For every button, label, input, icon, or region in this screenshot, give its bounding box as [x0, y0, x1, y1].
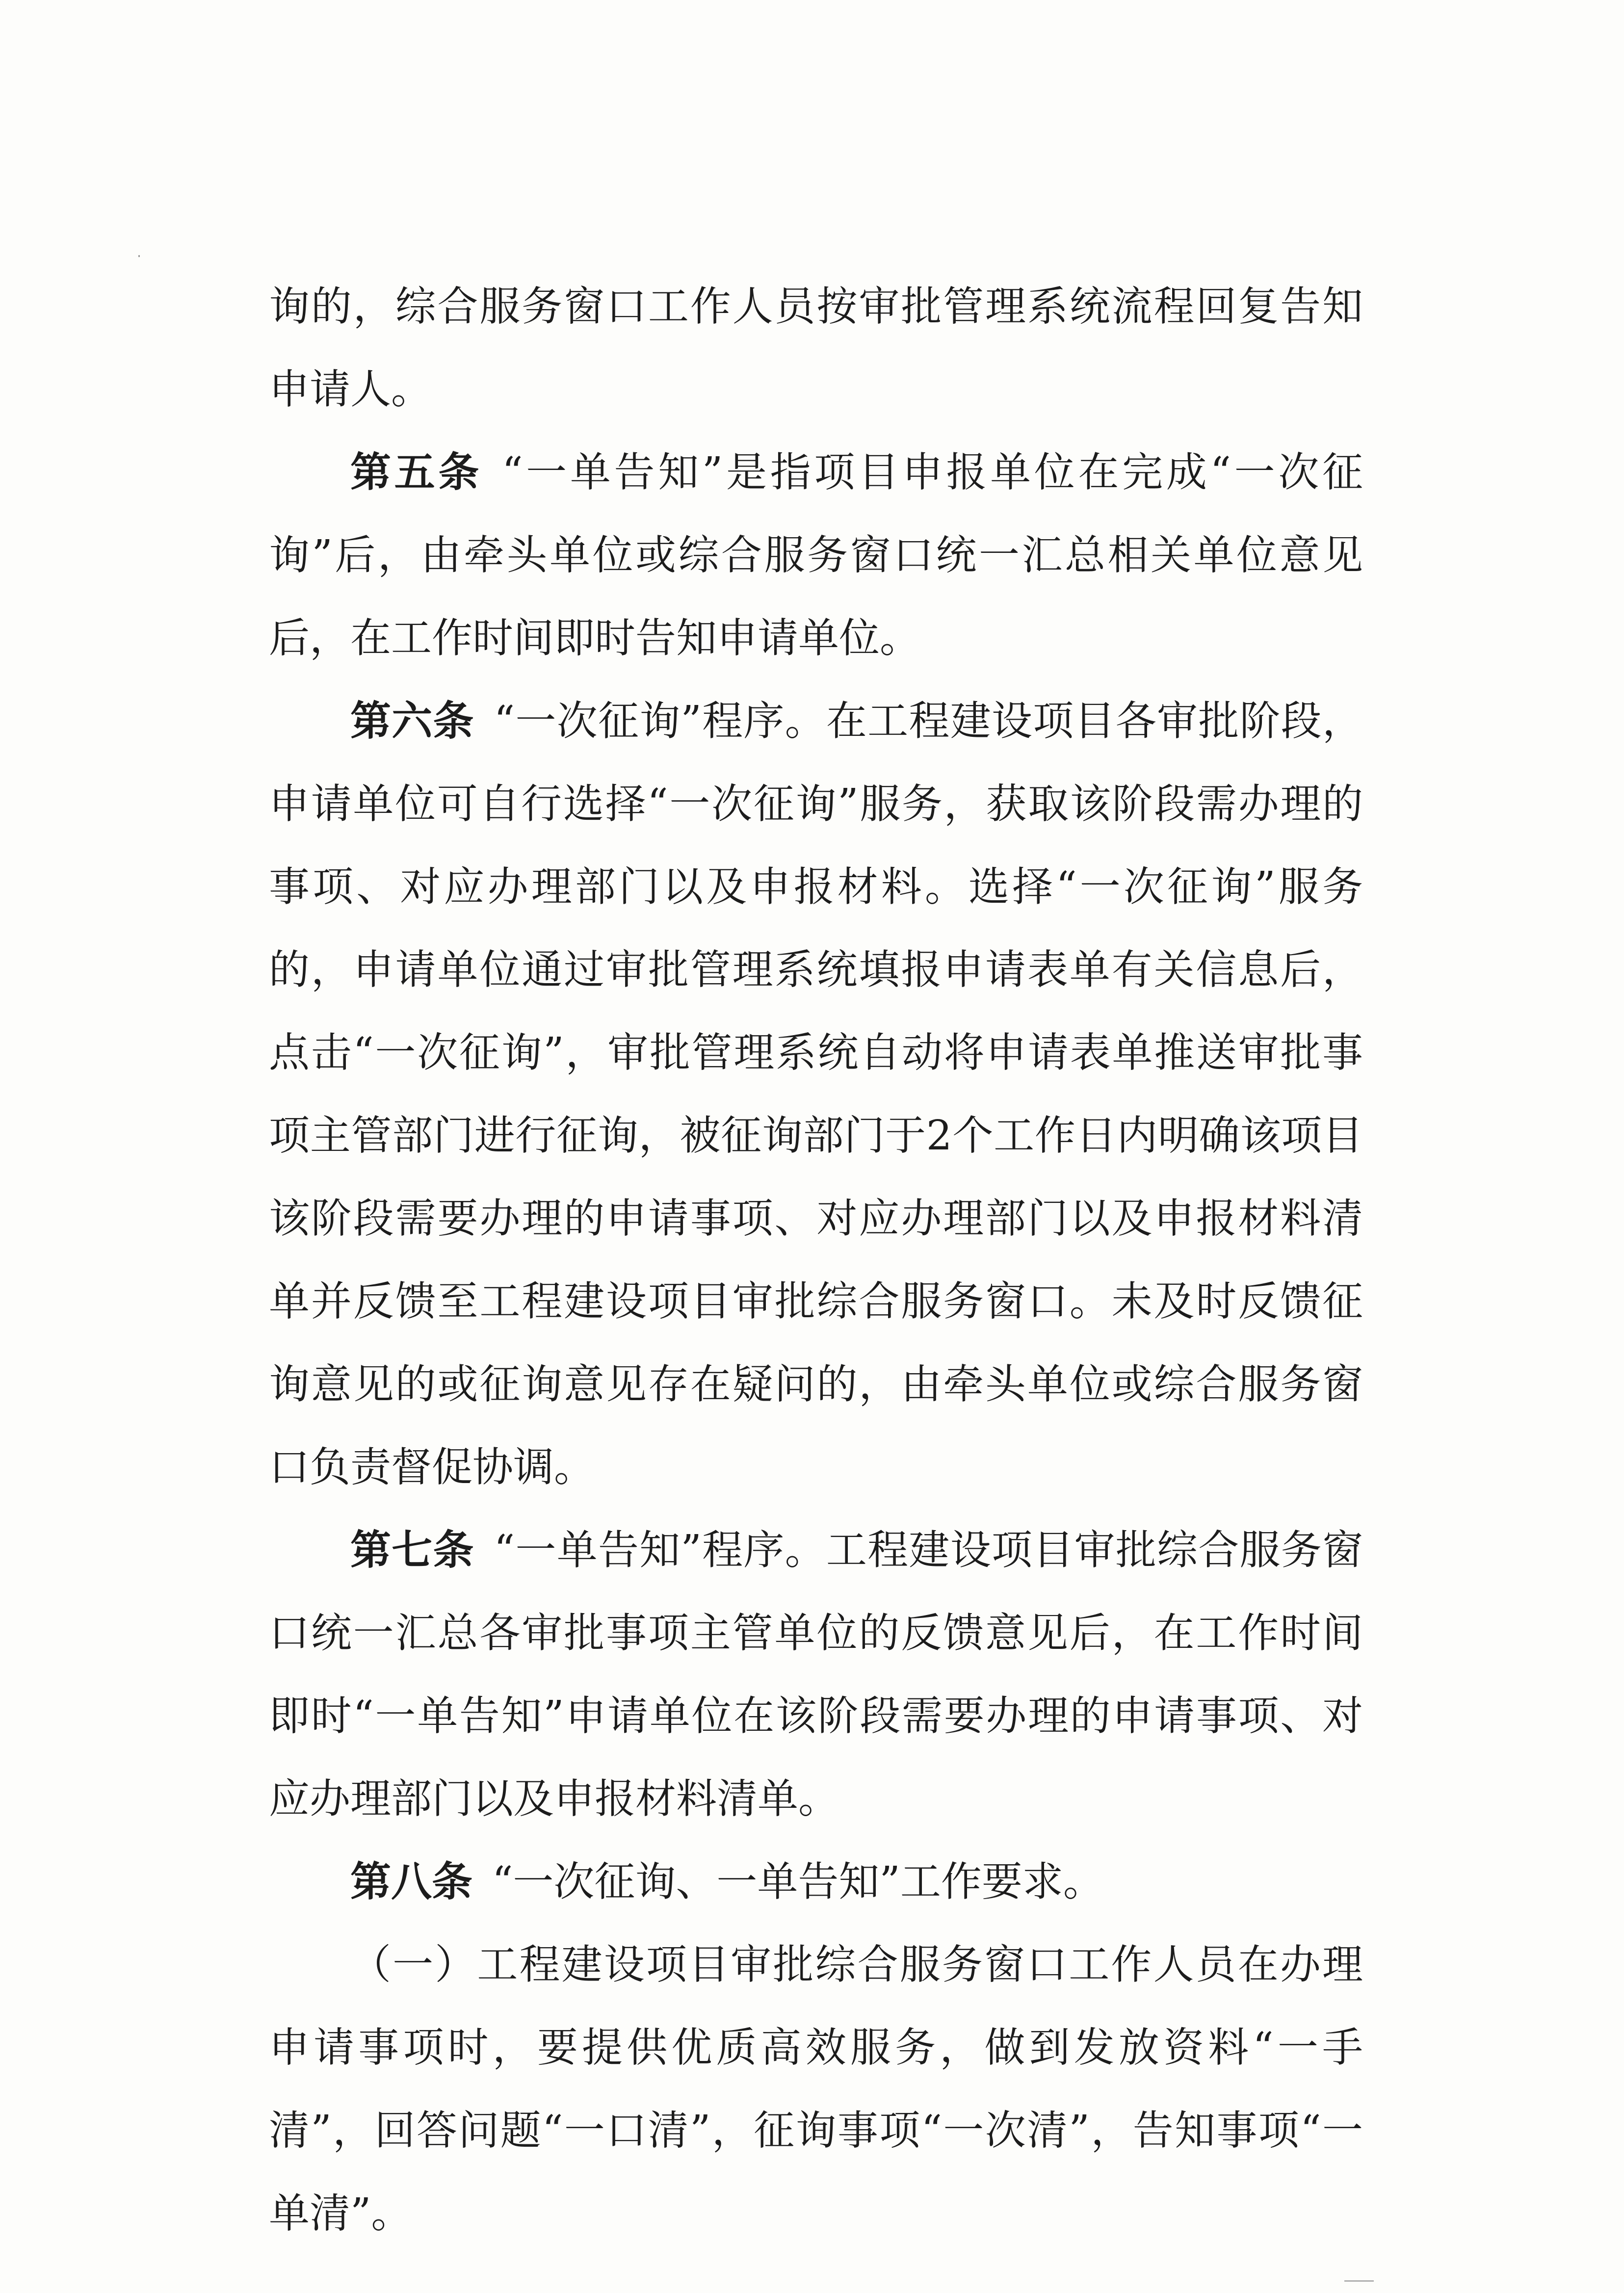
article-6 — [269, 679, 1363, 1509]
article-text: “一单告知”是指项目申报单位在完成“一次征询”后，由牵头单位或综合服务窗口统一汇总相关单位意见后，在工作时间即时告知申请单位。 — [269, 448, 1363, 662]
scan-speck — [138, 255, 140, 257]
article-text: “一次征询”程序。在工程建设项目各审批阶段，申请单位可自行选择“一次征询”服务，获取该阶段需办理的事项、对应办理部门以及申报材料。选择“一次征询”服务的，申请单位通过审批管理系统填报申请表单有关信息后，点击“一次征询”，审批管理系统自动将申请表单推送审批事项主管部门进行征询，被征询部门于2个工作日内明确该项目该阶段需要办理的申请事项、对应办理部门以及申报材料清单并反馈至工程建设项目审批综合服务窗口。未及时反馈征询意见的或征询意见存在疑问的，由牵头单位或综合服务窗口负责督促协调。 — [269, 697, 1363, 1491]
article-heading: 第七条 — [350, 1526, 474, 1574]
article-heading: 第六条 — [350, 697, 474, 745]
article-8 — [269, 1840, 1363, 1923]
paragraph-text: 询的，综合服务窗口工作人员按审批管理系统流程回复告知申请人。 — [269, 283, 1363, 413]
article-heading: 第五条 — [350, 448, 483, 496]
article-7 — [269, 1509, 1363, 1840]
article-heading: 第八条 — [350, 1858, 472, 1905]
scan-edge-mark — [1344, 2280, 1374, 2287]
document-body — [269, 265, 1363, 2255]
article-text: “一次征询、一单告知”工作要求。 — [492, 1858, 1104, 1905]
paragraph-continuation — [269, 265, 1363, 431]
article-text: “一单告知”程序。工程建设项目审批综合服务窗口统一汇总各审批事项主管单位的反馈意见后，在工作时间即时“一单告知”申请单位在该阶段需要办理的申请事项、对应办理部门以及申报材料清单。 — [269, 1526, 1363, 1823]
list-item-text: （一）工程建设项目审批综合服务窗口工作人员在办理申请事项时，要提供优质高效服务，做到发放资料“一手清”，回答问题“一口清”，征询事项“一次清”，告知事项“一单清”。 — [269, 1941, 1363, 2237]
article-5 — [269, 431, 1363, 679]
list-item-1 — [269, 1923, 1363, 2255]
